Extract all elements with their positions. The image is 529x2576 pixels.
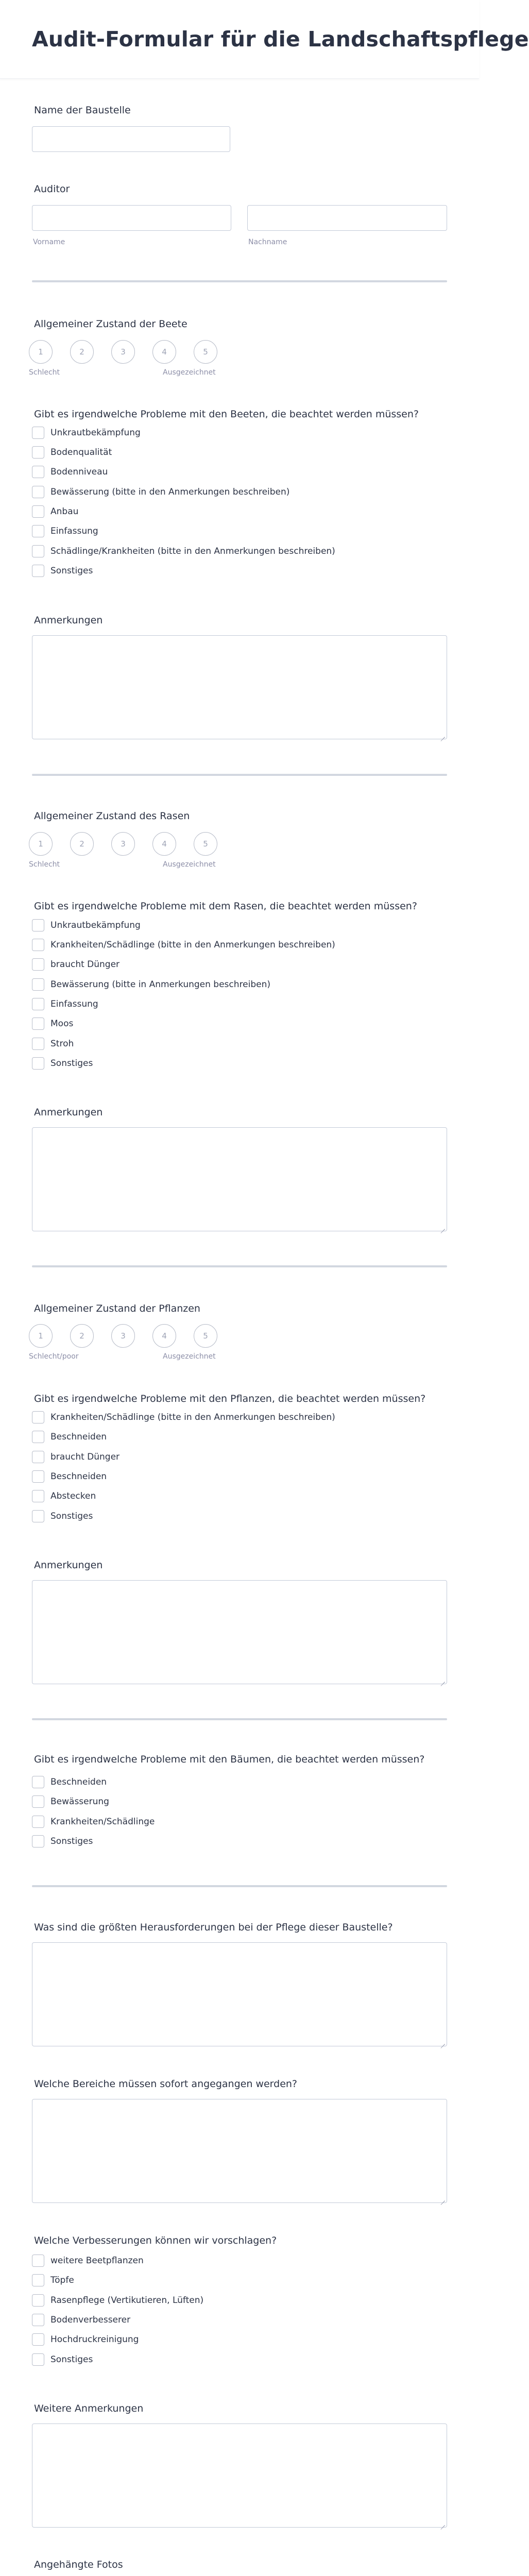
checkbox-label: Bewässerung — [50, 1797, 109, 1807]
checkbox[interactable] — [32, 486, 44, 498]
improvements-option[interactable] — [32, 2313, 130, 2327]
beds-option[interactable] — [32, 524, 98, 538]
checkbox-label: Abstecken — [50, 1491, 96, 1501]
checkbox-label: Sonstiges — [50, 566, 93, 576]
rating-option-3[interactable]: 3 — [111, 1324, 135, 1348]
section-divider — [32, 1885, 447, 1887]
rating-option-4[interactable]: 4 — [152, 340, 176, 364]
checkbox-label: braucht Dünger — [50, 1452, 120, 1462]
checkbox-label: Bewässerung (bitte in Anmerkungen beschreiben) — [50, 979, 270, 990]
auditor-last-name-input[interactable] — [247, 205, 447, 231]
resize-grip-icon[interactable] — [440, 733, 445, 737]
trees-option[interactable] — [32, 1794, 109, 1809]
rating-option-2[interactable]: 2 — [70, 1324, 94, 1348]
checkbox[interactable] — [32, 525, 44, 537]
plants-problems-label: Gibt es irgendwelche Probleme mit den Pflanzen, die beachtet werden müssen? — [34, 1393, 426, 1404]
improvements-option[interactable] — [32, 2332, 139, 2347]
plants-option[interactable] — [32, 1469, 107, 1484]
resize-grip-icon[interactable] — [440, 2040, 445, 2044]
last-name-sublabel: Nachname — [248, 238, 287, 246]
beds-option[interactable] — [32, 544, 335, 558]
checkbox[interactable] — [32, 978, 44, 991]
checkbox-label: Sonstiges — [50, 1511, 93, 1521]
rating-high-label: Ausgezeichnet — [163, 860, 216, 869]
trees-option[interactable] — [32, 1775, 107, 1789]
lawn-rating-scale — [29, 832, 225, 869]
plants-option[interactable] — [32, 1430, 107, 1444]
lawn-notes-label: Anmerkungen — [34, 1107, 103, 1118]
checkbox[interactable] — [32, 1816, 44, 1828]
checkbox-label: weitere Beetpflanzen — [50, 2256, 144, 2266]
section-divider — [32, 774, 447, 776]
checkbox[interactable] — [32, 958, 44, 971]
further-notes-label: Weitere Anmerkungen — [34, 2403, 144, 2414]
improvements-option[interactable] — [32, 2253, 144, 2268]
checkbox[interactable] — [32, 505, 44, 518]
rating-option-4[interactable]: 4 — [152, 1324, 176, 1348]
challenges-textarea[interactable] — [32, 1942, 447, 2046]
rating-option-2[interactable]: 2 — [70, 340, 94, 364]
checkbox[interactable] — [32, 2255, 44, 2267]
checkbox[interactable] — [32, 2353, 44, 2366]
further-notes-textarea[interactable] — [32, 2424, 447, 2528]
checkbox[interactable] — [32, 1510, 44, 1522]
rating-option-1[interactable]: 1 — [29, 340, 53, 364]
checkbox[interactable] — [32, 1431, 44, 1443]
lawn-option[interactable] — [32, 977, 270, 992]
urgent-areas-textarea[interactable] — [32, 2099, 447, 2203]
checkbox[interactable] — [32, 466, 44, 478]
site-name-label: Name der Baustelle — [34, 105, 131, 116]
checkbox[interactable] — [32, 1451, 44, 1463]
checkbox[interactable] — [32, 1835, 44, 1848]
photos-label: Angehängte Fotos — [34, 2559, 123, 2570]
checkbox[interactable] — [32, 1411, 44, 1423]
lawn-option[interactable] — [32, 1056, 93, 1071]
section-divider — [32, 1265, 447, 1267]
improvements-option[interactable] — [32, 2352, 93, 2367]
checkbox[interactable] — [32, 939, 44, 951]
checkbox-label: Unkrautbekämpfung — [50, 428, 141, 438]
improvements-option[interactable] — [32, 2273, 74, 2287]
first-name-sublabel: Vorname — [33, 238, 65, 246]
rating-low-label: Schlecht/poor — [29, 1352, 79, 1361]
checkbox-label: Bewässerung (bitte in den Anmerkungen beschreiben) — [50, 487, 290, 497]
resize-grip-icon[interactable] — [440, 2521, 445, 2526]
beds-notes-label: Anmerkungen — [34, 615, 103, 626]
checkbox-label: Einfassung — [50, 526, 98, 536]
checkbox[interactable] — [32, 2314, 44, 2326]
checkbox-label: Moos — [50, 1019, 74, 1029]
beds-notes-textarea[interactable] — [32, 635, 447, 739]
checkbox[interactable] — [32, 1490, 44, 1502]
checkbox-label: Einfassung — [50, 999, 98, 1009]
site-name-input[interactable] — [32, 126, 230, 152]
checkbox-label: Beschneiden — [50, 1471, 107, 1482]
checkbox[interactable] — [32, 2274, 44, 2286]
checkbox[interactable] — [32, 545, 44, 557]
section-divider — [32, 1718, 447, 1720]
beds-option[interactable] — [32, 485, 289, 499]
plants-notes-label: Anmerkungen — [34, 1560, 103, 1571]
improvements-option[interactable] — [32, 2293, 203, 2308]
checkbox[interactable] — [32, 998, 44, 1010]
checkbox-label: Beschneiden — [50, 1777, 107, 1787]
checkbox-label: Krankheiten/Schädlinge — [50, 1817, 155, 1827]
checkbox-label: Töpfe — [50, 2275, 74, 2285]
rating-option-3[interactable]: 3 — [111, 832, 135, 856]
lawn-option[interactable] — [32, 918, 141, 933]
plants-option[interactable] — [32, 1489, 96, 1503]
plants-rating-scale — [29, 1324, 225, 1361]
challenges-label: Was sind die größten Herausforderungen bei der Pflege dieser Baustelle? — [34, 1922, 393, 1933]
resize-grip-icon[interactable] — [440, 2196, 445, 2201]
resize-grip-icon[interactable] — [440, 1677, 445, 1682]
checkbox[interactable] — [32, 446, 44, 459]
checkbox[interactable] — [32, 1057, 44, 1070]
beds-rating-label: Allgemeiner Zustand der Beete — [34, 318, 187, 330]
rating-option-1[interactable]: 1 — [29, 1324, 53, 1348]
checkbox[interactable] — [32, 1795, 44, 1808]
checkbox[interactable] — [32, 565, 44, 577]
beds-option[interactable] — [32, 504, 78, 519]
auditor-first-name-input[interactable] — [32, 205, 231, 231]
rating-option-1[interactable]: 1 — [29, 832, 53, 856]
rating-low-label: Schlecht — [29, 368, 60, 377]
trees-option[interactable] — [32, 1834, 93, 1849]
rating-option-4[interactable]: 4 — [152, 832, 176, 856]
checkbox[interactable] — [32, 427, 44, 439]
checkbox[interactable] — [32, 1470, 44, 1483]
beds-rating-scale — [29, 340, 225, 377]
rating-option-5[interactable]: 5 — [194, 832, 217, 856]
checkbox-label: Unkrautbekämpfung — [50, 920, 141, 930]
urgent-areas-label: Welche Bereiche müssen sofort angegangen werden? — [34, 2078, 298, 2090]
checkbox-label: Sonstiges — [50, 1058, 93, 1069]
checkbox-label: Krankheiten/Schädlinge (bitte in den Anmerkungen beschreiben) — [50, 1412, 335, 1422]
checkbox[interactable] — [32, 2333, 44, 2346]
lawn-notes-textarea[interactable] — [32, 1127, 447, 1231]
checkbox-label: Krankheiten/Schädlinge (bitte in den Anmerkungen beschreiben) — [50, 940, 335, 950]
lawn-option[interactable] — [32, 957, 120, 972]
checkbox-label: Bodenqualität — [50, 447, 112, 457]
checkbox-label: Stroh — [50, 1039, 74, 1049]
plants-option[interactable] — [32, 1450, 120, 1464]
beds-option[interactable] — [32, 564, 93, 578]
rating-option-5[interactable]: 5 — [194, 1324, 217, 1348]
beds-option[interactable] — [32, 445, 112, 460]
checkbox-label: Hochdruckreinigung — [50, 2334, 139, 2345]
checkbox[interactable] — [32, 1038, 44, 1050]
rating-option-5[interactable]: 5 — [194, 340, 217, 364]
improvements-label: Welche Verbesserungen können wir vorschlagen? — [34, 2235, 277, 2246]
beds-option[interactable] — [32, 465, 108, 479]
rating-low-label: Schlecht — [29, 860, 60, 869]
plants-notes-textarea[interactable] — [32, 1580, 447, 1684]
checkbox[interactable] — [32, 2294, 44, 2307]
rating-option-2[interactable]: 2 — [70, 832, 94, 856]
lawn-option[interactable] — [32, 997, 98, 1011]
rating-high-label: Ausgezeichnet — [163, 368, 216, 377]
lawn-option[interactable] — [32, 1016, 73, 1031]
checkbox-label: Beschneiden — [50, 1432, 107, 1442]
checkbox-label: Anbau — [50, 506, 79, 517]
auditor-label: Auditor — [34, 183, 70, 195]
checkbox-label: Sonstiges — [50, 1836, 93, 1846]
lawn-option[interactable] — [32, 1037, 74, 1051]
trees-option[interactable] — [32, 1815, 155, 1829]
resize-grip-icon[interactable] — [440, 1225, 445, 1229]
lawn-rating-label: Allgemeiner Zustand des Rasen — [34, 810, 190, 822]
lawn-option[interactable] — [32, 938, 335, 952]
checkbox-label: braucht Dünger — [50, 959, 120, 970]
form-title: Audit-Formular für die Landschaftspflege — [32, 27, 529, 52]
checkbox-label: Rasenpflege (Vertikutieren, Lüften) — [50, 2295, 204, 2306]
rating-high-label: Ausgezeichnet — [163, 1352, 216, 1361]
checkbox-label: Schädlinge/Krankheiten (bitte in den Anmerkungen beschreiben) — [50, 546, 335, 556]
section-divider — [32, 280, 447, 282]
plants-rating-label: Allgemeiner Zustand der Pflanzen — [34, 1303, 200, 1314]
checkbox-label: Bodenniveau — [50, 467, 108, 477]
rating-option-3[interactable]: 3 — [111, 340, 135, 364]
beds-problems-label: Gibt es irgendwelche Probleme mit den Beeten, die beachtet werden müssen? — [34, 409, 419, 420]
plants-option[interactable] — [32, 1410, 335, 1425]
trees-problems-label: Gibt es irgendwelche Probleme mit den Bäumen, die beachtet werden müssen? — [34, 1754, 425, 1765]
checkbox-label: Sonstiges — [50, 2354, 93, 2365]
checkbox[interactable] — [32, 919, 44, 931]
checkbox-label: Bodenverbesserer — [50, 2315, 131, 2325]
plants-option[interactable] — [32, 1509, 93, 1523]
checkbox[interactable] — [32, 1776, 44, 1788]
checkbox[interactable] — [32, 1018, 44, 1030]
form-header — [0, 0, 529, 79]
lawn-problems-label: Gibt es irgendwelche Probleme mit dem Rasen, die beachtet werden müssen? — [34, 901, 417, 912]
beds-option[interactable] — [32, 426, 141, 440]
